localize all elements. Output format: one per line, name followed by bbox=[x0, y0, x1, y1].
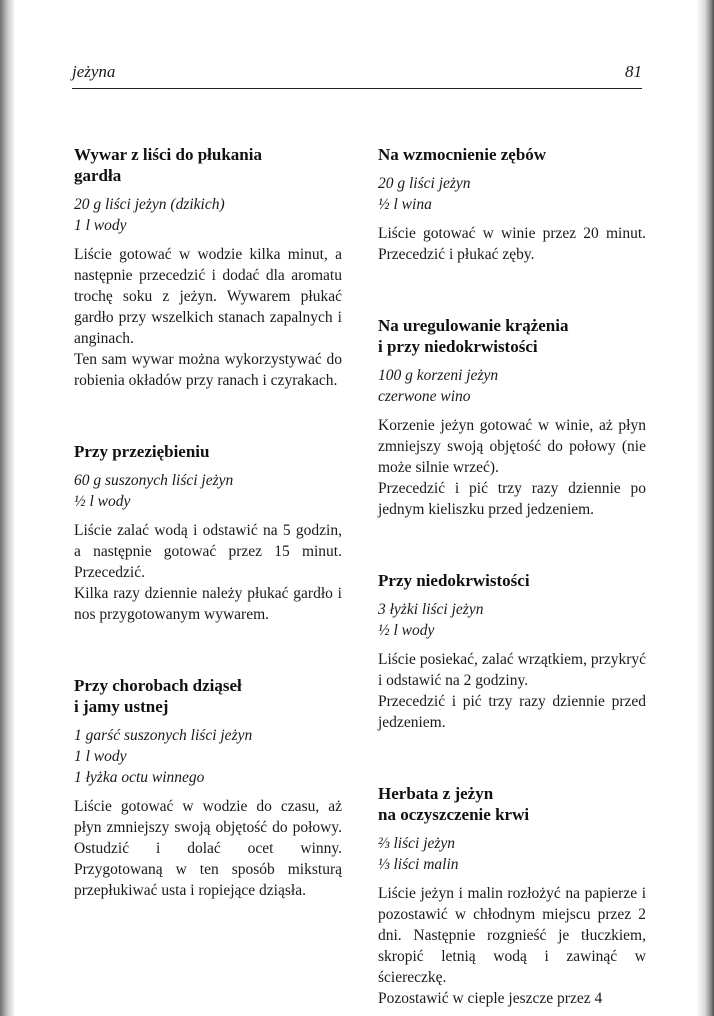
recipe-tea bbox=[378, 783, 646, 1009]
ingredient: ⅔ liści jeżyn bbox=[378, 835, 456, 852]
recipe-circulation bbox=[378, 315, 646, 520]
recipe-cold bbox=[74, 441, 342, 625]
page-header bbox=[72, 60, 642, 89]
ingredients-list bbox=[74, 725, 342, 788]
ingredient: 1 garść suszonych liści jeżyn bbox=[74, 727, 253, 744]
paragraph: Liście posiekać, zalać wrzątkiem, przykryć i odstawić na 2 godziny. bbox=[378, 651, 646, 689]
recipe-gargle bbox=[74, 144, 342, 391]
ingredients-list bbox=[74, 194, 342, 236]
recipe-title: Przy chorobach dziąseł i jamy ustnej bbox=[74, 676, 242, 716]
recipe-title: Herbata z jeżyn na oczyszczenie krwi bbox=[378, 784, 530, 824]
left-column bbox=[74, 144, 342, 901]
ingredients-list bbox=[378, 365, 646, 407]
ingredient: czerwone wino bbox=[378, 388, 471, 405]
paragraph: Liście gotować w wodzie do czasu, aż płyn zmniejszy swoją objętość do połowy. Ostudzić i dolać ocet winny. Przygotowaną w ten sposób miksturą przepłukiwać usta i ropiejące dziąsła. bbox=[74, 798, 342, 899]
recipe-anemia bbox=[378, 570, 646, 733]
ingredients-list bbox=[378, 833, 646, 875]
recipe-title: Wywar z liści do płukania gardła bbox=[74, 145, 262, 185]
instructions bbox=[378, 223, 646, 265]
ingredient: 1 łyżka octu winnego bbox=[74, 769, 205, 786]
paragraph: Przecedzić i pić trzy razy dziennie po jednym kieliszku przed jedzeniem. bbox=[378, 480, 646, 518]
paragraph: Liście zalać wodą i odstawić na 5 godzin, a następnie gotować przez 15 minut. Przecedzić. bbox=[74, 522, 342, 581]
paragraph: Kilka razy dziennie należy płukać gardło i nos przygotowanym wywarem. bbox=[74, 585, 342, 623]
instructions bbox=[378, 649, 646, 733]
ingredient: ½ l wody bbox=[74, 493, 131, 510]
ingredient: 20 g liści jeżyn bbox=[378, 175, 471, 192]
instructions bbox=[74, 244, 342, 391]
recipe-title: Przy niedokrwistości bbox=[378, 571, 530, 590]
ingredient: ⅓ liści malin bbox=[378, 856, 459, 873]
ingredients-list bbox=[378, 599, 646, 641]
ingredient: 20 g liści jeżyn (dzikich) bbox=[74, 196, 225, 213]
running-title: jeżyna bbox=[72, 62, 116, 81]
ingredients-list bbox=[74, 470, 342, 512]
paragraph: Pozostawić w cieple jeszcze przez 4 bbox=[378, 990, 603, 1007]
page-edge-shadow bbox=[696, 0, 714, 1016]
ingredient: 3 łyżki liści jeżyn bbox=[378, 601, 484, 618]
recipe-teeth bbox=[378, 144, 646, 265]
recipe-title: Przy przeziębieniu bbox=[74, 442, 210, 461]
paragraph: Liście gotować w winie przez 20 minut. Przecedzić i płukać zęby. bbox=[378, 225, 646, 263]
ingredient: ½ l wody bbox=[378, 622, 435, 639]
ingredients-list bbox=[378, 173, 646, 215]
instructions bbox=[378, 883, 646, 1009]
paragraph: Korzenie jeżyn gotować w winie, aż płyn zmniejszy swoją objętość do połowy (nie może silnie wrzeć). bbox=[378, 417, 646, 476]
paragraph: Przecedzić i pić trzy razy dziennie przed jedzeniem. bbox=[378, 693, 646, 731]
ingredient: 100 g korzeni jeżyn bbox=[378, 367, 499, 384]
ingredient: ½ l wina bbox=[378, 196, 432, 213]
ingredient: 60 g suszonych liści jeżyn bbox=[74, 472, 234, 489]
recipe-gums bbox=[74, 675, 342, 901]
right-column bbox=[378, 144, 646, 1009]
page-gutter-shadow bbox=[0, 0, 14, 1016]
paragraph: Liście gotować w wodzie kilka minut, a następnie przecedzić i dodać dla aromatu trochę soku z jeżyn. Wywarem płukać gardło przy wszelkich stanach zapalnych i anginach. bbox=[74, 246, 342, 347]
page-number: 81 bbox=[625, 62, 642, 81]
recipe-title: Na wzmocnienie zębów bbox=[378, 145, 547, 164]
paragraph: Liście jeżyn i malin rozłożyć na papierze i pozostawić w chłodnym miejscu przez 2 dni. Następnie rozgnieść je tłuczkiem, skropić letnią wodą i zawinąć w ściereczkę. bbox=[378, 885, 646, 986]
paragraph: Ten sam wywar można wykorzystywać do robienia okładów przy ranach i czyrakach. bbox=[74, 351, 342, 389]
instructions bbox=[74, 796, 342, 901]
instructions bbox=[74, 520, 342, 625]
recipe-title: Na uregulowanie krążenia i przy niedokrwistości bbox=[378, 316, 569, 356]
instructions bbox=[378, 415, 646, 520]
ingredient: 1 l wody bbox=[74, 748, 127, 765]
ingredient: 1 l wody bbox=[74, 217, 127, 234]
